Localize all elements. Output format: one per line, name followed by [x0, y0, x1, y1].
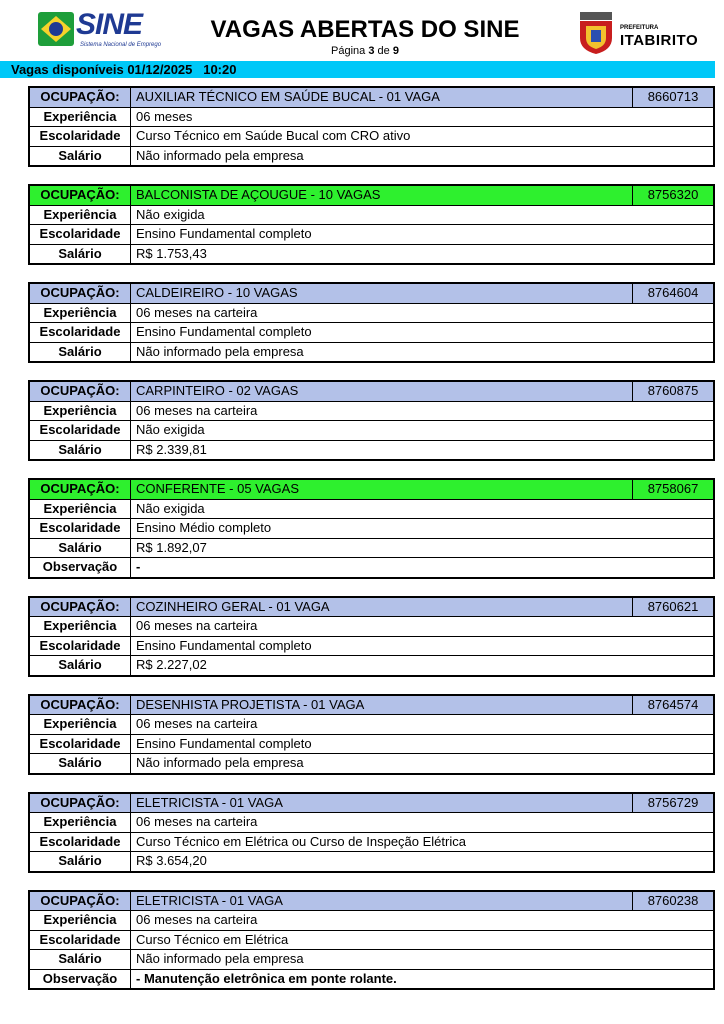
- salary-row-label: Salário: [30, 852, 131, 871]
- occupation-label: OCUPAÇÃO:: [30, 284, 131, 303]
- education-row: [30, 224, 713, 244]
- job-header-row: [30, 794, 713, 813]
- education-row-value: Ensino Fundamental completo: [136, 324, 312, 339]
- education-row-value: Ensino Fundamental completo: [136, 226, 312, 241]
- occupation-label: OCUPAÇÃO:: [30, 892, 131, 911]
- job-code: 8764574: [632, 696, 713, 715]
- observation-row-label: Observação: [30, 970, 131, 989]
- availability-date-bar: Vagas disponíveis 01/12/2025 10:20: [0, 61, 715, 78]
- occupation-title: COZINHEIRO GERAL - 01 VAGA: [136, 598, 330, 614]
- experience-row-label: Experiência: [30, 911, 131, 930]
- page-current: 3: [368, 45, 375, 57]
- salary-row-value: Não informado pela empresa: [136, 147, 304, 163]
- job-header-row: [30, 186, 713, 205]
- occupation-label: OCUPAÇÃO:: [30, 382, 131, 401]
- salary-row-value: Não informado pela empresa: [136, 755, 304, 770]
- experience-row-value: 06 meses na carteira: [136, 912, 258, 927]
- salary-row: [30, 538, 713, 558]
- experience-row: [30, 401, 713, 421]
- salary-row-value: R$ 3.654,20: [136, 853, 207, 868]
- experience-row-label: Experiência: [30, 715, 131, 734]
- experience-row-value: 06 meses na carteira: [136, 814, 258, 829]
- job-header-row: [30, 284, 713, 303]
- education-row-label: Escolaridade: [30, 225, 131, 244]
- salary-row: [30, 949, 713, 969]
- experience-row: [30, 303, 713, 323]
- experience-row-label: Experiência: [30, 617, 131, 636]
- job-header-row: [30, 892, 713, 911]
- sine-wordmark: SINE: [76, 8, 143, 41]
- education-row-label: Escolaridade: [30, 931, 131, 950]
- job-code: 8758067: [632, 480, 713, 499]
- page-of: de: [377, 45, 390, 57]
- experience-row: [30, 812, 713, 832]
- job-header-row: [30, 382, 713, 401]
- experience-row: [30, 107, 713, 127]
- education-row: [30, 420, 713, 440]
- job-list: [28, 86, 715, 1007]
- salary-row-value: R$ 2.227,02: [136, 657, 207, 672]
- education-row: [30, 126, 713, 146]
- salary-row: [30, 342, 713, 362]
- education-row: [30, 734, 713, 754]
- experience-row-value: Não exigida: [136, 206, 205, 222]
- occupation-title: CARPINTEIRO - 02 VAGAS: [136, 383, 299, 398]
- city-name: ITABIRITO: [620, 32, 699, 49]
- experience-row-label: Experiência: [30, 813, 131, 832]
- experience-row-label: Experiência: [30, 108, 131, 127]
- occupation-title: CALDEIREIRO - 10 VAGAS: [136, 285, 298, 300]
- experience-row-label: Experiência: [30, 500, 131, 519]
- salary-row: [30, 440, 713, 460]
- salary-row-value: R$ 1.753,43: [136, 245, 207, 261]
- salary-row: [30, 655, 713, 675]
- job-code: 8760621: [632, 598, 713, 617]
- observation-row-value: - Manutenção eletrônica em ponte rolante.: [136, 970, 397, 986]
- job-table: [28, 184, 715, 265]
- experience-row-label: Experiência: [30, 206, 131, 225]
- salary-row-value: Não informado pela empresa: [136, 343, 304, 359]
- education-row-label: Escolaridade: [30, 127, 131, 146]
- job-table: [28, 282, 715, 363]
- occupation-title: ELETRICISTA - 01 VAGA: [136, 794, 283, 810]
- education-row-label: Escolaridade: [30, 833, 131, 852]
- job-table: [28, 792, 715, 873]
- job-header-row: [30, 88, 713, 107]
- job-code: 8760875: [632, 382, 713, 401]
- salary-row-value: Não informado pela empresa: [136, 951, 304, 966]
- education-row-label: Escolaridade: [30, 323, 131, 342]
- job-header-row: [30, 598, 713, 617]
- occupation-title: CONFERENTE - 05 VAGAS: [136, 481, 300, 496]
- sine-subtitle: Sistema Nacional de Emprego: [80, 42, 162, 48]
- job-table: [28, 890, 715, 991]
- salary-row-label: Salário: [30, 656, 131, 675]
- prefeitura-label: PREFEITURA: [620, 25, 659, 31]
- observation-row-label: Observação: [30, 558, 131, 577]
- observation-row-value: -: [136, 559, 141, 574]
- salary-row: [30, 244, 713, 264]
- salary-row-value: R$ 1.892,07: [136, 539, 207, 555]
- salary-row-label: Salário: [30, 754, 131, 773]
- observation-row: [30, 557, 713, 577]
- experience-row: [30, 910, 713, 930]
- education-row: [30, 636, 713, 656]
- experience-row: [30, 499, 713, 519]
- page-total: 9: [392, 45, 399, 57]
- salary-row-value: R$ 2.339,81: [136, 441, 207, 457]
- experience-row: [30, 714, 713, 734]
- education-row: [30, 930, 713, 950]
- job-code: 8764604: [632, 284, 713, 303]
- job-table: [28, 86, 715, 167]
- job-table: [28, 596, 715, 677]
- experience-row-value: 06 meses na carteira: [136, 716, 258, 731]
- occupation-title: DESENHISTA PROJETISTA - 01 VAGA: [136, 696, 365, 712]
- experience-row-value: Não exigida: [136, 500, 205, 516]
- job-code: 8660713: [632, 88, 713, 107]
- experience-row-value: 06 meses na carteira: [136, 618, 258, 633]
- experience-row-label: Experiência: [30, 304, 131, 323]
- education-row-value: Não exigida: [136, 422, 205, 437]
- brazil-flag-icon: [38, 12, 74, 46]
- education-row-value: Ensino Fundamental completo: [136, 735, 312, 751]
- occupation-label: OCUPAÇÃO:: [30, 480, 131, 499]
- job-header-row: [30, 696, 713, 715]
- job-table: [28, 694, 715, 775]
- education-row-label: Escolaridade: [30, 735, 131, 754]
- salary-row-label: Salário: [30, 343, 131, 362]
- occupation-label: OCUPAÇÃO:: [30, 88, 131, 107]
- education-row-value: Curso Técnico em Saúde Bucal com CRO ativo: [136, 128, 411, 143]
- education-row-value: Curso Técnico em Elétrica ou Curso de Inspeção Elétrica: [136, 833, 466, 849]
- occupation-label: OCUPAÇÃO:: [30, 794, 131, 813]
- job-table: [28, 380, 715, 461]
- experience-row: [30, 205, 713, 225]
- salary-row: [30, 753, 713, 773]
- education-row-value: Ensino Médio completo: [136, 520, 272, 535]
- education-row-value: Ensino Fundamental completo: [136, 637, 312, 653]
- page-header: [0, 0, 724, 60]
- education-row: [30, 518, 713, 538]
- job-header-row: [30, 480, 713, 499]
- job-table: [28, 478, 715, 579]
- job-code: 8756729: [632, 794, 713, 813]
- occupation-label: OCUPAÇÃO:: [30, 598, 131, 617]
- sine-logo: [38, 10, 168, 54]
- experience-row-label: Experiência: [30, 402, 131, 421]
- occupation-label: OCUPAÇÃO:: [30, 696, 131, 715]
- job-code: 8760238: [632, 892, 713, 911]
- page-prefix: Página: [331, 45, 366, 57]
- salary-row-label: Salário: [30, 539, 131, 558]
- salary-row-label: Salário: [30, 147, 131, 166]
- occupation-title: ELETRICISTA - 01 VAGA: [136, 892, 283, 908]
- experience-row-value: 06 meses na carteira: [136, 402, 258, 418]
- experience-row-value: 06 meses: [136, 108, 193, 124]
- education-row: [30, 322, 713, 342]
- experience-row: [30, 616, 713, 636]
- education-row-label: Escolaridade: [30, 421, 131, 440]
- education-row: [30, 832, 713, 852]
- city-crest-icon: [576, 12, 616, 54]
- education-row-label: Escolaridade: [30, 519, 131, 538]
- occupation-title: AUXILIAR TÉCNICO EM SAÚDE BUCAL - 01 VAGA: [136, 89, 440, 104]
- salary-row-label: Salário: [30, 441, 131, 460]
- salary-row: [30, 851, 713, 871]
- education-row-value: Curso Técnico em Elétrica: [136, 931, 289, 947]
- experience-row-value: 06 meses na carteira: [136, 304, 258, 320]
- salary-row: [30, 146, 713, 166]
- education-row-label: Escolaridade: [30, 637, 131, 656]
- occupation-title: BALCONISTA DE AÇOUGUE - 10 VAGAS: [136, 187, 381, 202]
- salary-row-label: Salário: [30, 245, 131, 264]
- prefeitura-logo: [576, 12, 699, 54]
- observation-row: [30, 969, 713, 989]
- page-number: [195, 45, 535, 57]
- occupation-label: OCUPAÇÃO:: [30, 186, 131, 205]
- job-code: 8756320: [632, 186, 713, 205]
- salary-row-label: Salário: [30, 950, 131, 969]
- page-title: VAGAS ABERTAS DO SINE: [210, 16, 520, 43]
